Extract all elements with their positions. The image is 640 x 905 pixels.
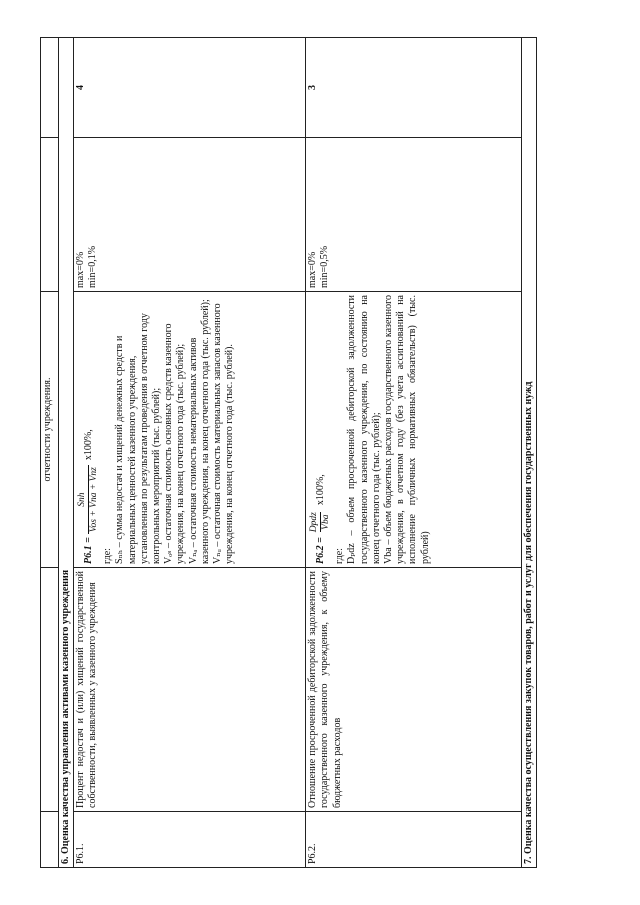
indicator-name: Процент недостач и (или) хищений государственной собственности, выявленных у казенного учреждения — [74, 568, 306, 812]
cell-empty — [41, 812, 59, 868]
where-label: где: — [334, 548, 346, 564]
cell-empty — [41, 138, 59, 292]
formula-cell — [306, 292, 522, 568]
top-row-text: отчетности учреждения. — [41, 292, 59, 568]
formula-tail: x100%, — [82, 429, 94, 461]
cell-empty — [41, 38, 59, 138]
formula-numerator: Dpdz — [309, 512, 320, 533]
limit-max: max=0% — [75, 251, 87, 288]
table-row-p61 — [74, 38, 306, 868]
limit-max: max=0% — [307, 251, 319, 288]
formula-lhs: P6.2 = — [314, 537, 326, 564]
weight-value: 3 — [306, 38, 522, 138]
formula-fraction — [77, 465, 100, 534]
definition: Vₙᵤ – остаточная стоимость материальных запасов казенного учреждения, на конец отчетного года (тыс. рублей). — [212, 303, 236, 564]
where-label: где: — [102, 548, 114, 564]
weight-value: 4 — [74, 38, 306, 138]
formula — [77, 295, 100, 564]
limits-cell — [306, 138, 522, 292]
indicators-table — [40, 37, 537, 868]
indicator-code: P6.2. — [306, 812, 522, 868]
limit-min: min=0,1% — [87, 245, 99, 288]
table-row-p62 — [306, 38, 522, 868]
formula-tail: x100%, — [314, 474, 326, 506]
definition: Vₙₐ – остаточная стоимость нематериальных активов казенного учреждения, на конец отчетного года (тыс. рублей); — [187, 299, 211, 564]
indicator-name: Отношение просроченной дебиторской задолженности государственного казенного учреждения, к объему бюджетных расходов — [306, 568, 522, 812]
rotated-page — [40, 38, 600, 868]
section-6-row — [59, 38, 74, 868]
definition: Vₒₛ – остаточная стоимость основных средств казенного учреждения, на конец отчетного года (тыс. рублей); — [163, 323, 187, 564]
section-6-title: 6. Оценка качества управления активами казенного учреждения — [59, 38, 74, 868]
table-row-top — [41, 38, 59, 868]
definition: Dₚdz – объем просроченной дебиторской задолженности государственного казенного учреждения, по состоянию на конец отчетного года (тыс. рублей); — [346, 295, 382, 564]
formula-fraction — [309, 510, 332, 534]
limits-cell — [74, 138, 306, 292]
formula — [309, 295, 332, 564]
formula-denominator: Vba — [321, 514, 332, 530]
indicator-code: P6.1. — [74, 812, 306, 868]
section-7-row — [522, 38, 537, 868]
cell-empty — [41, 568, 59, 812]
definition: Sₙₕ – сумма недостач и хищений денежных средств и материальных ценностей казенного учреждения, установленная по результатам проведения в отчетном году контрольных мероприятий (тыс. рублей); — [114, 313, 163, 564]
formula-numerator: Snh — [77, 492, 88, 507]
section-7-title: 7. Оценка качества осуществления закупок товаров, работ и услуг для обеспечения государственных нужд — [522, 38, 537, 868]
formula-lhs: P6.1 = — [82, 537, 94, 564]
formula-denominator: Vos + Vna + Vnz — [89, 467, 100, 533]
limit-min: min=0,5% — [319, 245, 331, 288]
formula-cell — [74, 292, 306, 568]
definition: Vba – объем бюджетных расходов государственного казенного учреждения, в отчетном году (без учета ассигнований на исполнение публичных нормативных обязательств) (тыс. рублей) — [383, 295, 431, 564]
